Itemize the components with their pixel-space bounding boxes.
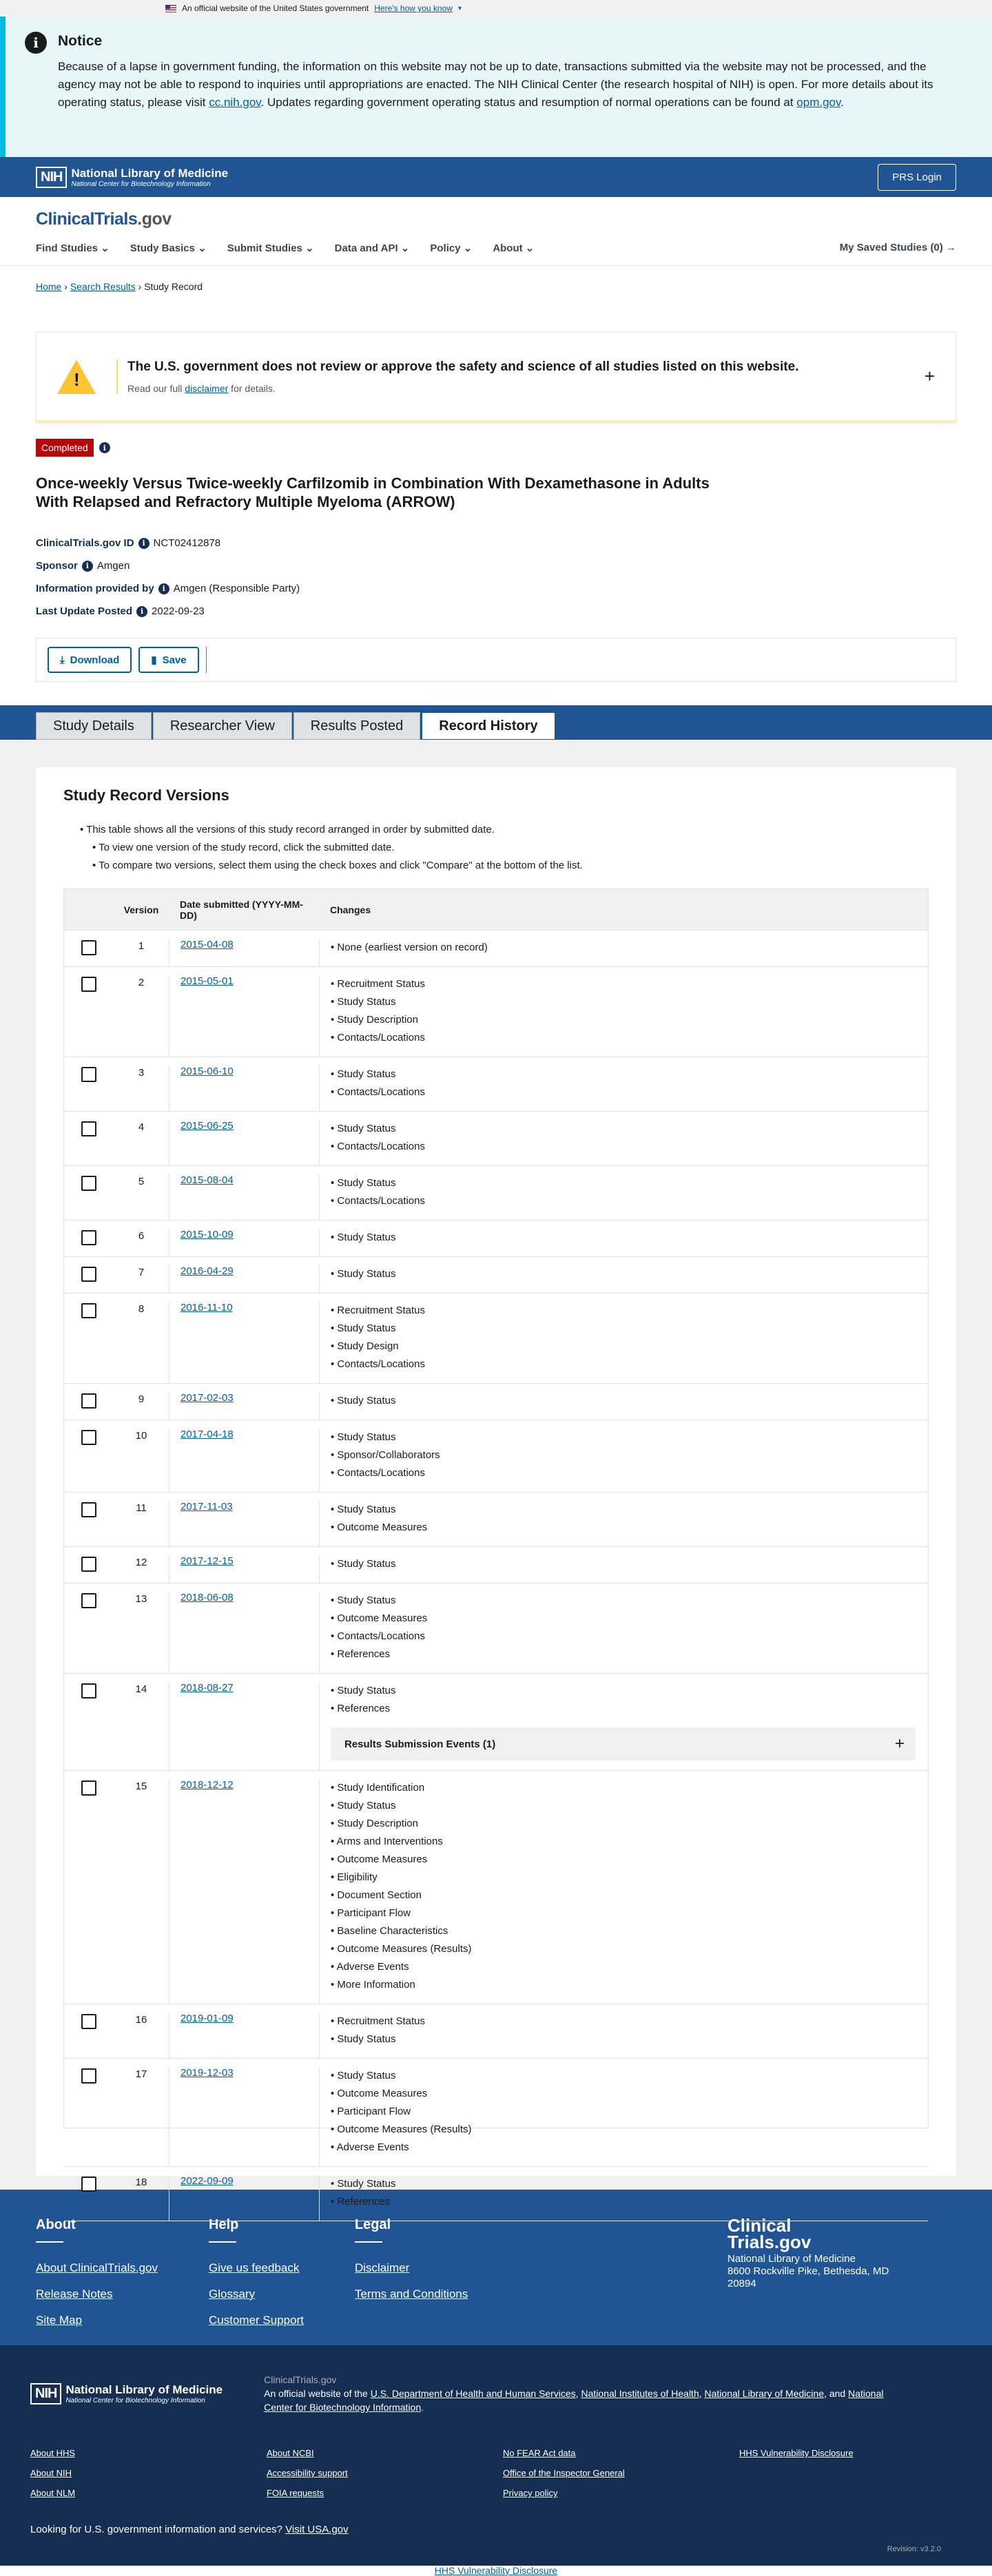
- nav-study-basics[interactable]: Study Basics ⌄: [130, 242, 207, 254]
- table-row: [64, 2004, 928, 2059]
- change-item: • Study Status: [331, 2067, 928, 2085]
- version-date-link[interactable]: 2017-11-03: [180, 1501, 233, 1513]
- version-date-link[interactable]: 2015-06-25: [180, 1120, 234, 1132]
- tab-researcher-view[interactable]: Researcher View: [153, 712, 292, 740]
- usa-gov-link[interactable]: Visit USA.gov: [285, 2524, 349, 2535]
- change-item: • Study Status: [331, 1429, 928, 1446]
- change-item: • Contacts/Locations: [331, 1083, 928, 1101]
- change-item: • Contacts/Locations: [331, 1192, 928, 1210]
- version-date-link[interactable]: 2019-12-03: [180, 2067, 234, 2079]
- changes-list: [331, 1555, 928, 1573]
- nlm-footer-logo[interactable]: NIH National Library of Medicine National Center for Biotechnology Information: [30, 2373, 223, 2414]
- footer-link[interactable]: HHS Vulnerability Disclosure: [739, 2448, 854, 2458]
- table-row: [64, 1166, 928, 1221]
- footer-link[interactable]: About HHS: [30, 2448, 76, 2458]
- table-row: [64, 2167, 928, 2221]
- record-history-panel: [36, 767, 956, 2208]
- footer-link[interactable]: No FEAR Act data: [503, 2448, 576, 2458]
- how-you-know-link[interactable]: Here's how you know: [374, 3, 453, 13]
- changes-list: [331, 2067, 928, 2157]
- change-item: • Participant Flow: [331, 2103, 928, 2121]
- tab-record-history[interactable]: Record History: [422, 709, 555, 740]
- results-submission-events[interactable]: Results Submission Events (1) +: [331, 1727, 916, 1760]
- change-item: • Study Description: [331, 1011, 928, 1029]
- version-date-link[interactable]: 2018-08-27: [180, 1682, 234, 1694]
- changes-list: [331, 1302, 928, 1373]
- compare-checkbox[interactable]: [81, 1393, 96, 1409]
- bookmark-icon: ▮: [151, 654, 157, 666]
- breadcrumb: Home › Search Results › Study Record: [36, 281, 203, 292]
- change-item: • Study Status: [331, 1501, 928, 1519]
- change-item: • More Information: [331, 1976, 928, 1994]
- download-icon: ⤓: [60, 654, 65, 666]
- breadcrumb-search-results[interactable]: Search Results: [70, 281, 136, 292]
- changes-list: [331, 1592, 928, 1663]
- download-button[interactable]: ⤓ Download: [48, 647, 132, 673]
- table-row: [64, 1384, 928, 1420]
- notice-banner: [0, 17, 992, 157]
- version-number: 15: [135, 1780, 147, 1792]
- table-row: [64, 1420, 928, 1493]
- changes-list: [331, 1392, 928, 1410]
- compare-checkbox[interactable]: [81, 1230, 96, 1245]
- change-item: • Outcome Measures (Results): [331, 1940, 928, 1958]
- warning-icon: !: [57, 360, 96, 394]
- action-bar: [36, 638, 956, 682]
- prs-login-button[interactable]: PRS Login: [878, 164, 956, 191]
- version-date-link[interactable]: 2019-01-09: [180, 2013, 234, 2024]
- version-number: 2: [138, 977, 145, 988]
- change-item: • Contacts/Locations: [331, 1464, 928, 1482]
- compare-checkbox[interactable]: [81, 2014, 96, 2029]
- status-badge: Completed: [36, 439, 94, 457]
- change-item: • Contacts/Locations: [331, 1628, 928, 1645]
- changes-list: [331, 2175, 928, 2211]
- nav-submit-studies[interactable]: Submit Studies ⌄: [227, 242, 314, 254]
- footer-link[interactable]: Site Map: [36, 2314, 83, 2327]
- table-row: [64, 967, 928, 1057]
- notice-title: Notice: [58, 33, 103, 49]
- provided-by: Amgen (Responsible Party): [173, 583, 300, 594]
- version-date-link[interactable]: 2016-11-10: [180, 1302, 233, 1313]
- change-item: • Outcome Measures: [331, 2085, 928, 2103]
- change-item: • Contacts/Locations: [331, 1138, 928, 1156]
- nih-link[interactable]: National Institutes of Health: [581, 2388, 699, 2399]
- footer-link[interactable]: Customer Support: [209, 2314, 304, 2327]
- site-header: [0, 197, 992, 266]
- change-item: • Outcome Measures: [331, 1851, 928, 1869]
- nav-saved-studies[interactable]: My Saved Studies (0) →: [839, 242, 956, 253]
- version-date-link[interactable]: 2022-09-09: [180, 2175, 234, 2187]
- ncbi-link[interactable]: National Center for Biotechnology Information: [264, 2388, 884, 2413]
- usa-gov: Looking for U.S. government information and services? Visit USA.gov: [30, 2524, 349, 2535]
- version-number: 9: [138, 1393, 145, 1405]
- disclaimer-link[interactable]: disclaimer: [185, 382, 229, 394]
- change-item: • Study Status: [331, 1265, 928, 1283]
- version-number: 14: [135, 1683, 147, 1695]
- version-number: 5: [138, 1176, 145, 1187]
- plus-icon: +: [894, 1734, 905, 1753]
- change-item: • Recruitment Status: [331, 975, 928, 993]
- save-button[interactable]: ▮ Save: [138, 647, 198, 673]
- version-number: 7: [138, 1267, 145, 1278]
- agency-footer: [0, 2345, 992, 2566]
- versions-table: [63, 889, 929, 2208]
- changes-list: [331, 1265, 928, 1283]
- change-item: • Study Status: [331, 1682, 928, 1700]
- footer-help: Help Give us feedback Glossary Customer Support: [209, 2217, 304, 2345]
- change-item: • Adverse Events: [331, 2139, 928, 2157]
- compare-checkbox[interactable]: [81, 1557, 96, 1572]
- table-row: [64, 1257, 928, 1294]
- change-item: • None (earliest version on record): [331, 939, 928, 957]
- agency-text: ClinicalTrials.gov An official website of the U.S. Department of Health and Human Services, National Institutes of Health, National Library of Medicine, and National Center for Biotechnology Information.: [264, 2374, 884, 2413]
- nav-find-studies[interactable]: Find Studies ⌄: [36, 242, 110, 254]
- change-item: • Study Status: [331, 1592, 928, 1610]
- footer-legal: Legal Disclaimer Terms and Conditions: [355, 2217, 468, 2345]
- footer-link[interactable]: FOIA requests: [267, 2488, 324, 2498]
- version-number: 13: [135, 1593, 147, 1605]
- version-number: 17: [135, 2068, 147, 2080]
- study-title: Once-weekly Versus Twice-weekly Carfilzomib in Combination With Dexamethasone in Adults With Relapsed and Refractory Multiple Myeloma (ARROW): [36, 475, 710, 510]
- changes-list: [331, 2013, 928, 2048]
- table-row: [64, 1493, 928, 1547]
- compare-checkbox[interactable]: [81, 1267, 96, 1282]
- compare-checkbox[interactable]: [81, 1502, 96, 1517]
- footer-link[interactable]: About NCBI: [267, 2448, 314, 2458]
- version-number: 6: [138, 1230, 145, 1242]
- footer-link[interactable]: Glossary: [209, 2287, 256, 2300]
- footer-link[interactable]: Office of the Inspector General: [503, 2468, 625, 2478]
- footer-link[interactable]: Terms and Conditions: [354, 2287, 468, 2300]
- change-item: • Recruitment Status: [331, 2013, 928, 2030]
- changes-list: [331, 1174, 928, 1210]
- version-number: 18: [135, 2177, 147, 2188]
- change-item: • Document Section: [331, 1887, 928, 1904]
- version-date-link[interactable]: 2017-04-18: [180, 1429, 234, 1440]
- change-item: • Outcome Measures: [331, 1519, 928, 1537]
- change-item: • Study Design: [331, 1338, 928, 1355]
- change-item: • References: [331, 1645, 928, 1663]
- change-item: • Study Status: [331, 1120, 928, 1138]
- table-row: [64, 1112, 928, 1166]
- change-item: • Study Status: [331, 2030, 928, 2048]
- table-body[interactable]: [64, 931, 928, 2208]
- footer-link[interactable]: Accessibility support: [267, 2468, 348, 2478]
- change-item: • Study Status: [331, 1066, 928, 1083]
- info-icon[interactable]: i: [138, 538, 149, 549]
- breadcrumb-home[interactable]: Home: [36, 281, 62, 292]
- expand-plus-icon[interactable]: +: [924, 366, 935, 386]
- nlm-link[interactable]: National Library of Medicine: [704, 2388, 825, 2399]
- compare-checkbox[interactable]: [81, 2068, 96, 2084]
- changes-list: [331, 1779, 928, 1994]
- table-row: [64, 1057, 928, 1112]
- nav-policy[interactable]: Policy ⌄: [430, 242, 473, 254]
- change-item: • Eligibility: [331, 1869, 928, 1887]
- hhs-link[interactable]: U.S. Department of Health and Human Services: [370, 2388, 576, 2399]
- change-item: • Study Identification: [331, 1779, 928, 1797]
- changes-list: [331, 1229, 928, 1247]
- compare-checkbox[interactable]: [81, 1780, 96, 1796]
- version-date-link[interactable]: 2015-04-08: [180, 939, 234, 951]
- version-date-link[interactable]: 2015-08-04: [180, 1174, 234, 1186]
- ct-logo[interactable]: ClinicalTrials.gov: [36, 209, 172, 229]
- changes-list: [331, 1429, 928, 1482]
- sponsor: Amgen: [96, 560, 130, 572]
- footer-address: Clinical Trials.gov National Library of Medicine 8600 Rockville Pike, Bethesda, MD 20894: [727, 2217, 920, 2345]
- change-item: • Study Status: [331, 1797, 928, 1815]
- change-item: • Sponsor/Collaborators: [331, 1446, 928, 1464]
- table-row: [64, 1221, 928, 1257]
- change-item: • Outcome Measures (Results): [331, 2121, 928, 2139]
- disclaimer-title: The U.S. government does not review or approve the safety and science of all studies listed on this website.: [127, 359, 799, 374]
- revision: Revision: v3.2.0: [887, 2545, 941, 2553]
- gov-banner: [0, 0, 992, 17]
- footer-ct-logo[interactable]: Clinical Trials.gov: [727, 2215, 812, 2252]
- change-item: • References: [331, 2193, 928, 2211]
- table-row: [64, 1583, 928, 1674]
- version-number: 4: [138, 1121, 145, 1133]
- change-item: • Study Status: [331, 1320, 928, 1338]
- compare-checkbox[interactable]: [81, 1683, 96, 1699]
- table-row: [64, 931, 928, 967]
- footer-link[interactable]: Privacy policy: [503, 2488, 558, 2498]
- compare-checkbox[interactable]: [81, 1121, 96, 1136]
- compare-checkbox[interactable]: [81, 1303, 96, 1318]
- table-row: [64, 1547, 928, 1583]
- change-item: • Contacts/Locations: [331, 1029, 928, 1047]
- version-date-link[interactable]: 2015-10-09: [180, 1229, 234, 1240]
- version-number: 12: [135, 1557, 147, 1568]
- change-item: • Study Description: [331, 1815, 928, 1833]
- version-number: 10: [135, 1430, 147, 1442]
- change-item: • References: [331, 1700, 928, 1718]
- changes-list: [331, 1501, 928, 1537]
- nav-data-api[interactable]: Data and API ⌄: [334, 242, 410, 254]
- changes-list: [331, 939, 928, 957]
- version-number: 8: [138, 1303, 145, 1315]
- info-icon[interactable]: i: [136, 606, 147, 617]
- breadcrumb-current: Study Record: [144, 281, 203, 292]
- version-date-link[interactable]: 2017-02-03: [180, 1392, 234, 1404]
- compare-checkbox[interactable]: [81, 977, 96, 992]
- study-tabs: [0, 705, 992, 740]
- change-item: • Adverse Events: [331, 1958, 928, 1976]
- cc-nih-link[interactable]: cc.nih.gov: [209, 96, 261, 109]
- change-item: • Baseline Characteristics: [331, 1922, 928, 1940]
- change-item: • Study Status: [331, 1392, 928, 1410]
- compare-checkbox[interactable]: [81, 1067, 96, 1082]
- footer-link[interactable]: About ClinicalTrials.gov: [36, 2261, 158, 2274]
- compare-checkbox[interactable]: [81, 1176, 96, 1191]
- footer-link[interactable]: Release Notes: [36, 2287, 113, 2300]
- nav-about[interactable]: About ⌄: [493, 242, 535, 254]
- info-icon: i: [25, 32, 47, 54]
- version-date-link[interactable]: 2018-12-12: [180, 1779, 234, 1791]
- version-date-link[interactable]: 2016-04-29: [180, 1265, 234, 1277]
- change-item: • Study Status: [331, 2175, 928, 2193]
- table-row: [64, 1771, 928, 2004]
- change-item: • Participant Flow: [331, 1904, 928, 1922]
- table-header: Version Date submitted (YYYY-MM-DD) Changes: [64, 889, 928, 931]
- changes-list: [331, 1120, 928, 1156]
- divider: [206, 647, 207, 673]
- info-icon[interactable]: i: [99, 442, 110, 453]
- version-date-link[interactable]: 2015-06-10: [180, 1066, 234, 1077]
- footer-link[interactable]: About NIH: [30, 2468, 72, 2478]
- change-item: • Outcome Measures: [331, 1610, 928, 1628]
- change-item: • Study Status: [331, 993, 928, 1011]
- compare-checkbox[interactable]: [81, 2177, 96, 2192]
- info-icon[interactable]: i: [82, 561, 93, 572]
- instructions: • This table shows all the versions of this study record arranged in order by submitted date. • To view one version of the study record, click the submitted date. • To compare two versions, select them using the check boxes and click "Compare" at the bottom of the list.: [80, 821, 929, 875]
- footer-link[interactable]: About NLM: [30, 2488, 76, 2498]
- table-row: [64, 1294, 928, 1384]
- change-item: • Contacts/Locations: [331, 1355, 928, 1373]
- section-title: Study Record Versions: [63, 787, 229, 804]
- compare-checkbox[interactable]: [81, 940, 96, 955]
- tab-results-posted[interactable]: Results Posted: [293, 712, 421, 740]
- version-number: 11: [136, 1502, 147, 1514]
- changes-list: [331, 1682, 928, 1718]
- change-item: • Arms and Interventions: [331, 1833, 928, 1851]
- version-number: 3: [138, 1067, 145, 1079]
- gov-banner-text: An official website of the United States government: [182, 3, 369, 13]
- version-date-link[interactable]: 2015-05-01: [180, 975, 234, 987]
- change-item: • Study Status: [331, 1174, 928, 1192]
- last-update: 2022-09-23: [152, 605, 205, 617]
- change-item: • Recruitment Status: [331, 1302, 928, 1320]
- nlm-logo[interactable]: NIH National Library of Medicine National Center for Biotechnology Information: [36, 167, 228, 188]
- footer-link[interactable]: Disclaimer: [354, 2261, 410, 2274]
- notice-text: Because of a lapse in government funding, the information on this website may not be up to date, transactions submitted via the website may not be processed, and the agency may not be able to respond to inquiries until appropriations are enacted. The NIH Clinical Center (the research hospital of NIH) is open. For more details about its operating status, please visit cc.nih.gov. Updates regarding government operating status and resumption of normal operations can be found at opm.gov.: [58, 60, 933, 109]
- disclaimer-text: Read our full disclaimer for details.: [127, 382, 276, 394]
- table-row: [64, 2059, 928, 2167]
- change-item: • Study Status: [331, 1229, 928, 1247]
- tab-study-details[interactable]: Study Details: [36, 712, 152, 740]
- nlm-header: [0, 157, 992, 197]
- agency-links: [30, 2443, 962, 2503]
- version-number: 1: [138, 940, 145, 952]
- study-id: NCT02412878: [153, 537, 221, 549]
- footer-about: About About ClinicalTrials.gov Release Notes Site Map: [36, 2217, 158, 2345]
- main-nav: [36, 242, 956, 254]
- study-meta: ClinicalTrials.gov ID i NCT02412878 Sponsor i Amgen Information provided by i Amgen (Responsible Party) Last Update Posted i 2022-09-23: [36, 537, 300, 617]
- us-flag-icon: [165, 5, 176, 12]
- compare-checkbox[interactable]: [81, 1430, 96, 1445]
- changes-list: [331, 1066, 928, 1101]
- opm-link[interactable]: opm.gov: [796, 96, 841, 109]
- disclaimer-alert: [36, 332, 956, 423]
- version-number: 16: [135, 2014, 147, 2026]
- table-row: [64, 1674, 928, 1771]
- version-date-link[interactable]: 2017-12-15: [180, 1555, 234, 1567]
- hhs-vulnerability-link[interactable]: HHS Vulnerability Disclosure: [434, 2565, 558, 2576]
- footer-link[interactable]: Give us feedback: [209, 2261, 300, 2274]
- change-item: • Study Status: [331, 1555, 928, 1573]
- chevron-down-icon: ▾: [457, 4, 462, 12]
- info-icon[interactable]: i: [158, 583, 169, 594]
- version-date-link[interactable]: 2018-06-08: [180, 1592, 234, 1603]
- changes-list: [331, 975, 928, 1047]
- compare-checkbox[interactable]: [81, 1593, 96, 1608]
